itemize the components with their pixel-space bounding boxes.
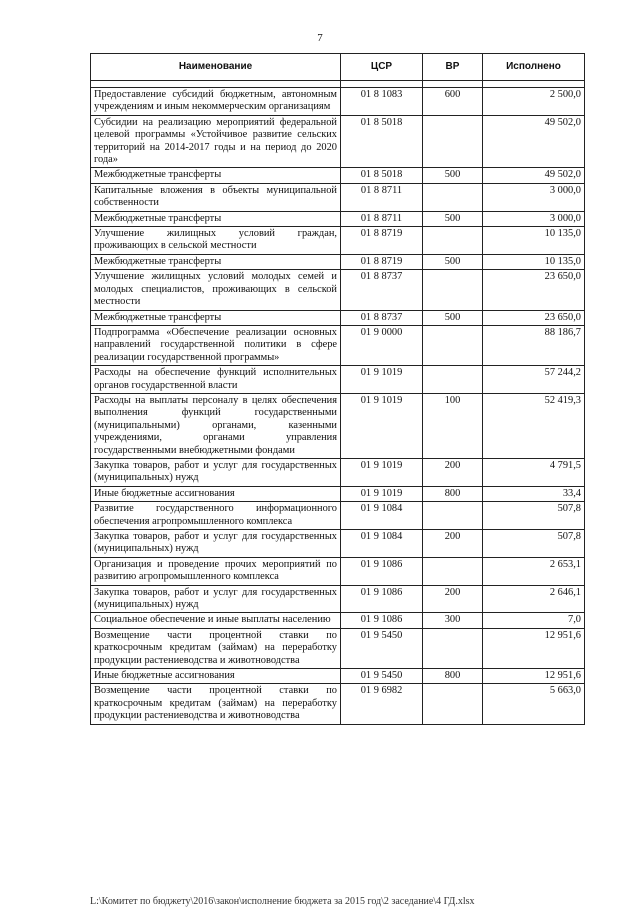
- row-name-cell: Межбюджетные трансферты: [91, 168, 341, 183]
- row-csr-cell: 01 9 1086: [341, 557, 423, 585]
- row-amount-cell: 10 135,0: [483, 227, 585, 255]
- row-csr-cell: 01 9 1019: [341, 366, 423, 394]
- table-row: [91, 227, 585, 255]
- row-amount-cell: 2 500,0: [483, 88, 585, 116]
- table-header: [91, 54, 585, 88]
- row-csr-cell: 01 8 8711: [341, 183, 423, 211]
- row-name-cell: Расходы на обеспечение функций исполнительных органов государственной власти: [91, 366, 341, 394]
- row-amount-cell: 5 663,0: [483, 684, 585, 724]
- table-row: [91, 669, 585, 684]
- table-row: [91, 211, 585, 226]
- row-amount-cell: 33,4: [483, 486, 585, 501]
- row-csr-cell: 01 9 1084: [341, 530, 423, 558]
- row-amount-cell: 23 650,0: [483, 270, 585, 310]
- row-amount-cell: 88 186,7: [483, 325, 585, 365]
- header-csr: ЦСР: [341, 54, 423, 81]
- header-name: Наименование: [91, 54, 341, 81]
- row-name-cell: Субсидии на реализацию мероприятий федеральной целевой программы «Устойчивое развитие сельских территорий на 2014-2017 годы и на период до 2020 года»: [91, 115, 341, 168]
- footer-file-path: L:\Комитет по бюджету\2016\закон\исполнение бюджета за 2015 год\2 заседание\4 ГД.xlsx: [90, 896, 475, 907]
- row-csr-cell: 01 9 6982: [341, 684, 423, 724]
- row-name-cell: Улучшение жилищных условий молодых семей и молодых специалистов, проживающих в сельской местности: [91, 270, 341, 310]
- row-csr-cell: 01 8 8737: [341, 310, 423, 325]
- table-row: [91, 310, 585, 325]
- row-amount-cell: 10 135,0: [483, 254, 585, 269]
- row-vr-cell: 500: [423, 168, 483, 183]
- row-name-cell: Развитие государственного информационного обеспечения агропромышленного комплекса: [91, 502, 341, 530]
- table-row: [91, 684, 585, 724]
- row-vr-cell: 200: [423, 458, 483, 486]
- table-row: [91, 557, 585, 585]
- row-csr-cell: 01 9 1086: [341, 613, 423, 628]
- row-amount-cell: 4 791,5: [483, 458, 585, 486]
- budget-execution-table: [90, 53, 585, 725]
- table-row: [91, 393, 585, 458]
- row-vr-cell: [423, 684, 483, 724]
- table-row: [91, 585, 585, 613]
- row-vr-cell: [423, 183, 483, 211]
- table-row: [91, 486, 585, 501]
- row-name-cell: Межбюджетные трансферты: [91, 254, 341, 269]
- row-name-cell: Улучшение жилищных условий граждан, проживающих в сельской местности: [91, 227, 341, 255]
- row-name-cell: Межбюджетные трансферты: [91, 211, 341, 226]
- row-name-cell: Подпрограмма «Обеспечение реализации основных направлений государственной политики в сфере реализации государственной программы»: [91, 325, 341, 365]
- row-name-cell: Закупка товаров, работ и услуг для государственных (муниципальных) нужд: [91, 458, 341, 486]
- row-csr-cell: 01 8 5018: [341, 115, 423, 168]
- row-csr-cell: 01 8 8737: [341, 270, 423, 310]
- row-amount-cell: 3 000,0: [483, 183, 585, 211]
- table-row: [91, 325, 585, 365]
- table-row: [91, 458, 585, 486]
- table-row: [91, 168, 585, 183]
- row-amount-cell: 52 419,3: [483, 393, 585, 458]
- row-vr-cell: 800: [423, 669, 483, 684]
- row-vr-cell: 600: [423, 88, 483, 116]
- table-row: [91, 88, 585, 116]
- row-vr-cell: 200: [423, 585, 483, 613]
- table-row: [91, 628, 585, 668]
- header-executed: Исполнено: [483, 54, 585, 81]
- row-amount-cell: 57 244,2: [483, 366, 585, 394]
- table-row: [91, 530, 585, 558]
- row-amount-cell: 507,8: [483, 502, 585, 530]
- header-vr: ВР: [423, 54, 483, 81]
- row-vr-cell: [423, 270, 483, 310]
- row-name-cell: Иные бюджетные ассигнования: [91, 486, 341, 501]
- row-amount-cell: 23 650,0: [483, 310, 585, 325]
- row-csr-cell: 01 8 5018: [341, 168, 423, 183]
- row-csr-cell: 01 8 8719: [341, 254, 423, 269]
- table-row: [91, 183, 585, 211]
- row-name-cell: Закупка товаров, работ и услуг для государственных (муниципальных) нужд: [91, 585, 341, 613]
- row-amount-cell: 507,8: [483, 530, 585, 558]
- table-row: [91, 115, 585, 168]
- row-vr-cell: [423, 557, 483, 585]
- row-name-cell: Закупка товаров, работ и услуг для государственных (муниципальных) нужд: [91, 530, 341, 558]
- row-name-cell: Возмещение части процентной ставки по краткосрочным кредитам (займам) на переработку продукции растениеводства и животноводства: [91, 684, 341, 724]
- row-vr-cell: [423, 366, 483, 394]
- row-csr-cell: 01 9 5450: [341, 628, 423, 668]
- row-csr-cell: 01 8 8711: [341, 211, 423, 226]
- row-csr-cell: 01 8 1083: [341, 88, 423, 116]
- row-amount-cell: 2 653,1: [483, 557, 585, 585]
- row-name-cell: Возмещение части процентной ставки по краткосрочным кредитам (займам) на переработку продукции растениеводства и животноводства: [91, 628, 341, 668]
- row-csr-cell: 01 9 0000: [341, 325, 423, 365]
- row-csr-cell: 01 9 1019: [341, 458, 423, 486]
- row-amount-cell: 12 951,6: [483, 628, 585, 668]
- row-amount-cell: 49 502,0: [483, 115, 585, 168]
- row-csr-cell: 01 9 1019: [341, 393, 423, 458]
- row-vr-cell: 300: [423, 613, 483, 628]
- row-csr-cell: 01 8 8719: [341, 227, 423, 255]
- row-vr-cell: [423, 502, 483, 530]
- table-row: [91, 502, 585, 530]
- page-number: 7: [317, 32, 323, 44]
- row-vr-cell: 800: [423, 486, 483, 501]
- row-name-cell: Капитальные вложения в объекты муниципальной собственности: [91, 183, 341, 211]
- row-name-cell: Иные бюджетные ассигнования: [91, 669, 341, 684]
- row-vr-cell: [423, 115, 483, 168]
- row-vr-cell: 500: [423, 211, 483, 226]
- row-amount-cell: 3 000,0: [483, 211, 585, 226]
- row-amount-cell: 49 502,0: [483, 168, 585, 183]
- row-name-cell: Расходы на выплаты персоналу в целях обеспечения выполнения функций государственными (муниципальными) органами, казенными учреждениями, органами управления государственными внебюджетными фондами: [91, 393, 341, 458]
- row-name-cell: Социальное обеспечение и иные выплаты населению: [91, 613, 341, 628]
- row-name-cell: Межбюджетные трансферты: [91, 310, 341, 325]
- row-name-cell: Организация и проведение прочих мероприятий по развитию агропромышленного комплекса: [91, 557, 341, 585]
- table-body: [91, 88, 585, 725]
- table-row: [91, 270, 585, 310]
- row-amount-cell: 7,0: [483, 613, 585, 628]
- row-vr-cell: [423, 325, 483, 365]
- row-vr-cell: 100: [423, 393, 483, 458]
- row-vr-cell: [423, 628, 483, 668]
- row-csr-cell: 01 9 1019: [341, 486, 423, 501]
- table-row: [91, 613, 585, 628]
- row-csr-cell: 01 9 1086: [341, 585, 423, 613]
- table-row: [91, 366, 585, 394]
- row-csr-cell: 01 9 5450: [341, 669, 423, 684]
- row-vr-cell: 500: [423, 310, 483, 325]
- table-row: [91, 254, 585, 269]
- row-vr-cell: [423, 227, 483, 255]
- row-csr-cell: 01 9 1084: [341, 502, 423, 530]
- row-amount-cell: 12 951,6: [483, 669, 585, 684]
- row-vr-cell: 200: [423, 530, 483, 558]
- header-spacer-row: [91, 81, 585, 88]
- row-name-cell: Предоставление субсидий бюджетным, автономным учреждениям и иным некоммерческим организациям: [91, 88, 341, 116]
- row-amount-cell: 2 646,1: [483, 585, 585, 613]
- row-vr-cell: 500: [423, 254, 483, 269]
